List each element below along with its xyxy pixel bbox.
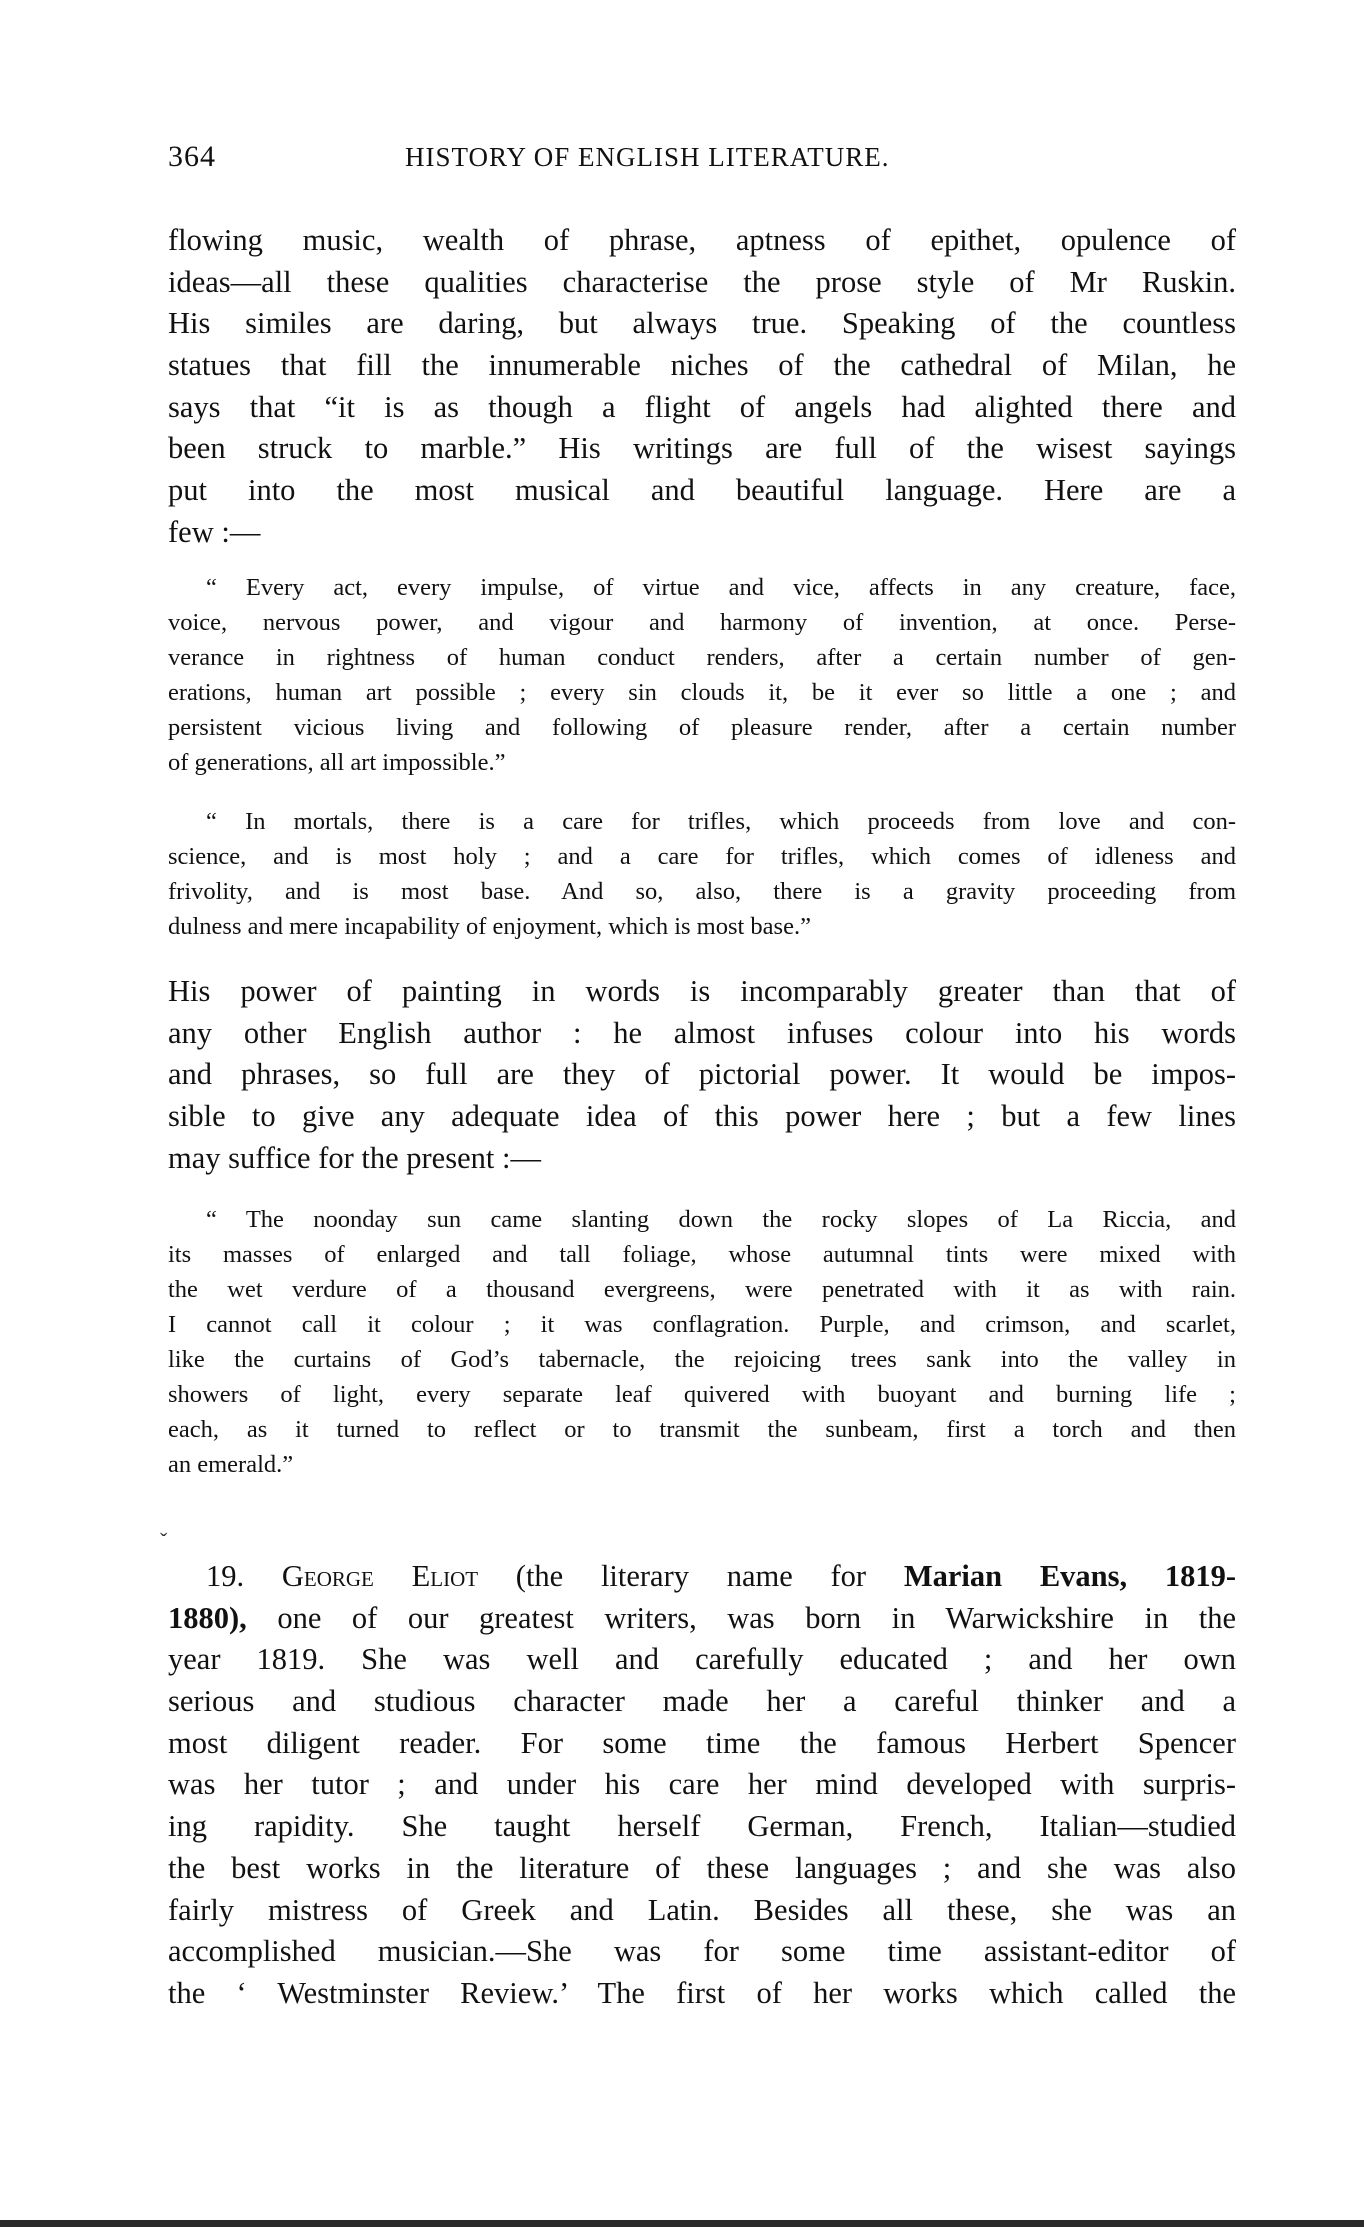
text-line: “ In mortals, there is a care for trifles, which proceeds from love and con- — [206, 808, 1236, 835]
text-line: erations, human art possible ; every sin clouds it, be it ever so little a one ; and — [168, 679, 1236, 706]
text-line: of generations, all art impossible.” — [168, 749, 506, 776]
text-line — [168, 1598, 1236, 1640]
scan-edge — [0, 2220, 1364, 2227]
real-name-dates: Marian Evans, 1819- — [903, 1559, 1236, 1593]
text-line: the best works in the literature of these languages ; and she was also — [168, 1850, 1236, 1885]
text-line: His power of painting in words is incomparably greater than that of — [168, 974, 1236, 1008]
paragraph-painting-in-words — [168, 971, 1236, 1179]
text-line: ideas—all these qualities characterise the prose style of Mr Ruskin. — [168, 264, 1236, 299]
running-header — [168, 140, 1236, 184]
text-line: “ Every act, every impulse, of virtue and vice, affects in any creature, face, — [206, 574, 1236, 601]
quote-noonday-sun — [168, 1202, 1236, 1482]
text-line: the wet verdure of a thousand evergreens, were penetrated with it as with rain. — [168, 1276, 1236, 1303]
text-segment: one of our greatest writers, was born in Warwickshire in the — [246, 1600, 1236, 1635]
paragraph-ruskin-style — [168, 220, 1236, 554]
text-line: His similes are daring, but always true. Speaking of the countless — [168, 306, 1236, 341]
text-line: each, as it turned to reflect or to transmit the sunbeam, first a torch and then — [168, 1416, 1236, 1443]
text-line: may suffice for the present :— — [168, 1140, 541, 1175]
text-line: and phrases, so full are they of pictorial power. It would be impos- — [168, 1057, 1236, 1092]
quote-every-act — [168, 570, 1236, 780]
text-line: dulness and mere incapability of enjoyment, which is most base.” — [168, 913, 811, 940]
text-line: verance in rightness of human conduct renders, after a certain number of gen- — [168, 644, 1236, 671]
section-number: 19. — [206, 1559, 282, 1593]
text-line: its masses of enlarged and tall foliage, whose autumnal tints were mixed with — [168, 1241, 1236, 1268]
paragraph-george-eliot — [168, 1556, 1236, 2015]
text-line: any other English author : he almost infuses colour into his words — [168, 1015, 1236, 1050]
text-line: says that “it is as though a flight of angels had alighted there and — [168, 389, 1236, 424]
quote-in-mortals — [168, 804, 1236, 944]
text-segment: (the literary name for — [478, 1559, 904, 1593]
page-number: 364 — [168, 140, 216, 173]
text-line: year 1819. She was well and carefully educated ; and her own — [168, 1642, 1236, 1677]
running-title: HISTORY OF ENGLISH LITERATURE. — [405, 142, 890, 172]
text-line: like the curtains of God’s tabernacle, the rejoicing trees sank into the valley in — [168, 1346, 1236, 1373]
paragraph-continuation — [168, 1639, 1236, 2014]
text-line: flowing music, wealth of phrase, aptness of epithet, opulence of — [168, 223, 1236, 257]
margin-pencil-mark: ˇ — [160, 1528, 168, 1553]
text-line: been struck to marble.” His writings are full of the wisest sayings — [168, 431, 1236, 466]
text-line: was her tutor ; and under his care her mind developed with surpris- — [168, 1767, 1236, 1802]
text-line: accomplished musician.—She was for some time assistant-editor of — [168, 1934, 1236, 1969]
text-line: “ The noonday sun came slanting down the rocky slopes of La Riccia, and — [206, 1206, 1236, 1233]
text-line: science, and is most holy ; and a care for trifles, which comes of idleness and — [168, 843, 1236, 870]
text-line: an emerald.” — [168, 1451, 294, 1478]
death-year: 1880), — [168, 1600, 247, 1635]
author-name: George Eliot — [281, 1559, 479, 1593]
text-line: ing rapidity. She taught herself German, French, Italian—studied — [168, 1809, 1236, 1844]
text-line: the ‘ Westminster Review.’ The first of her works which called the — [168, 1975, 1236, 2010]
text-line: statues that fill the innumerable niches of the cathedral of Milan, he — [168, 348, 1236, 383]
text-line: few :— — [168, 514, 261, 549]
text-line: serious and studious character made her a careful thinker and a — [168, 1684, 1236, 1719]
text-line: I cannot call it colour ; it was conflagration. Purple, and crimson, and scarlet, — [168, 1311, 1236, 1338]
text-line: persistent vicious living and following of pleasure render, after a certain number — [168, 714, 1236, 741]
text-line: most diligent reader. For some time the famous Herbert Spencer — [168, 1725, 1236, 1760]
text-line: frivolity, and is most base. And so, also, there is a gravity proceeding from — [168, 878, 1236, 905]
text-line: voice, nervous power, and vigour and harmony of invention, at once. Perse- — [168, 609, 1236, 636]
text-line: fairly mistress of Greek and Latin. Besides all these, she was an — [168, 1892, 1236, 1927]
text-line: showers of light, every separate leaf quivered with buoyant and burning life ; — [168, 1381, 1236, 1408]
text-line — [168, 1556, 1236, 1598]
text-line: sible to give any adequate idea of this power here ; but a few lines — [168, 1099, 1236, 1134]
text-line: put into the most musical and beautiful language. Here are a — [168, 473, 1236, 508]
